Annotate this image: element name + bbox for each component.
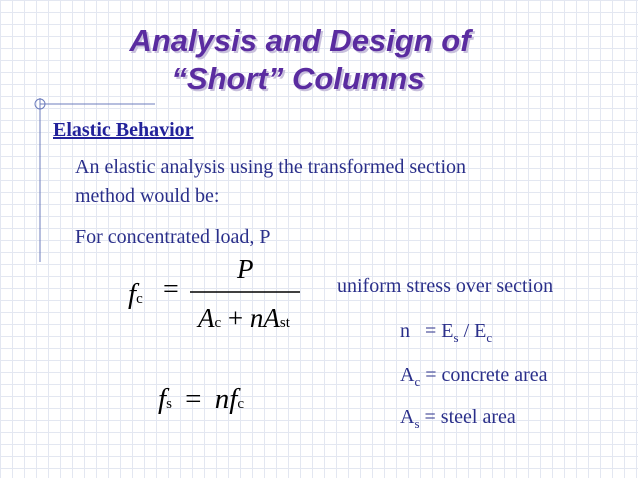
eq1-den-plus: +	[227, 303, 244, 333]
intro-line-2: method would be:	[75, 185, 220, 207]
note-ac-def: $A_c$ = concrete area	[400, 364, 548, 389]
eq1-den-na-sub: st	[279, 315, 290, 331]
eq2	[158, 383, 244, 416]
eq1-den-na: nA	[249, 303, 280, 333]
eq2-lhs-var: f	[158, 383, 167, 415]
eq1-lhs-var: f	[128, 278, 137, 310]
eq1-den-a: A	[198, 303, 215, 333]
eq2-lhs-sub: s	[166, 396, 172, 412]
eq2-rhs-sub: c	[237, 396, 244, 412]
eq1-lhs-sub: c	[136, 291, 143, 307]
eq2-equals: =	[185, 383, 202, 415]
note-uniform-stress: uniform stress over section	[337, 275, 554, 297]
eq1-lhs	[128, 278, 143, 311]
note-as-def: $A_s$ = steel area	[400, 406, 516, 431]
intro-line-1: An elastic analysis using the transformed section	[75, 156, 467, 178]
note-n-def: $n = E_s / E_c$	[400, 320, 493, 345]
load-line: For concentrated load, P	[75, 226, 271, 248]
slide-title-line1: Analysis and Design of	[129, 23, 471, 58]
eq1-den-a-sub: c	[214, 315, 222, 331]
eq1-equals: =	[163, 274, 179, 305]
section-heading: Elastic Behavior	[53, 119, 194, 141]
slide-title-line2: “Short” Columns	[171, 61, 425, 96]
eq2-rhs-var: nf	[214, 383, 238, 415]
eq1-denominator	[198, 303, 290, 334]
eq1-fraction-bar	[190, 290, 302, 294]
eq1-numerator: P	[237, 254, 254, 284]
